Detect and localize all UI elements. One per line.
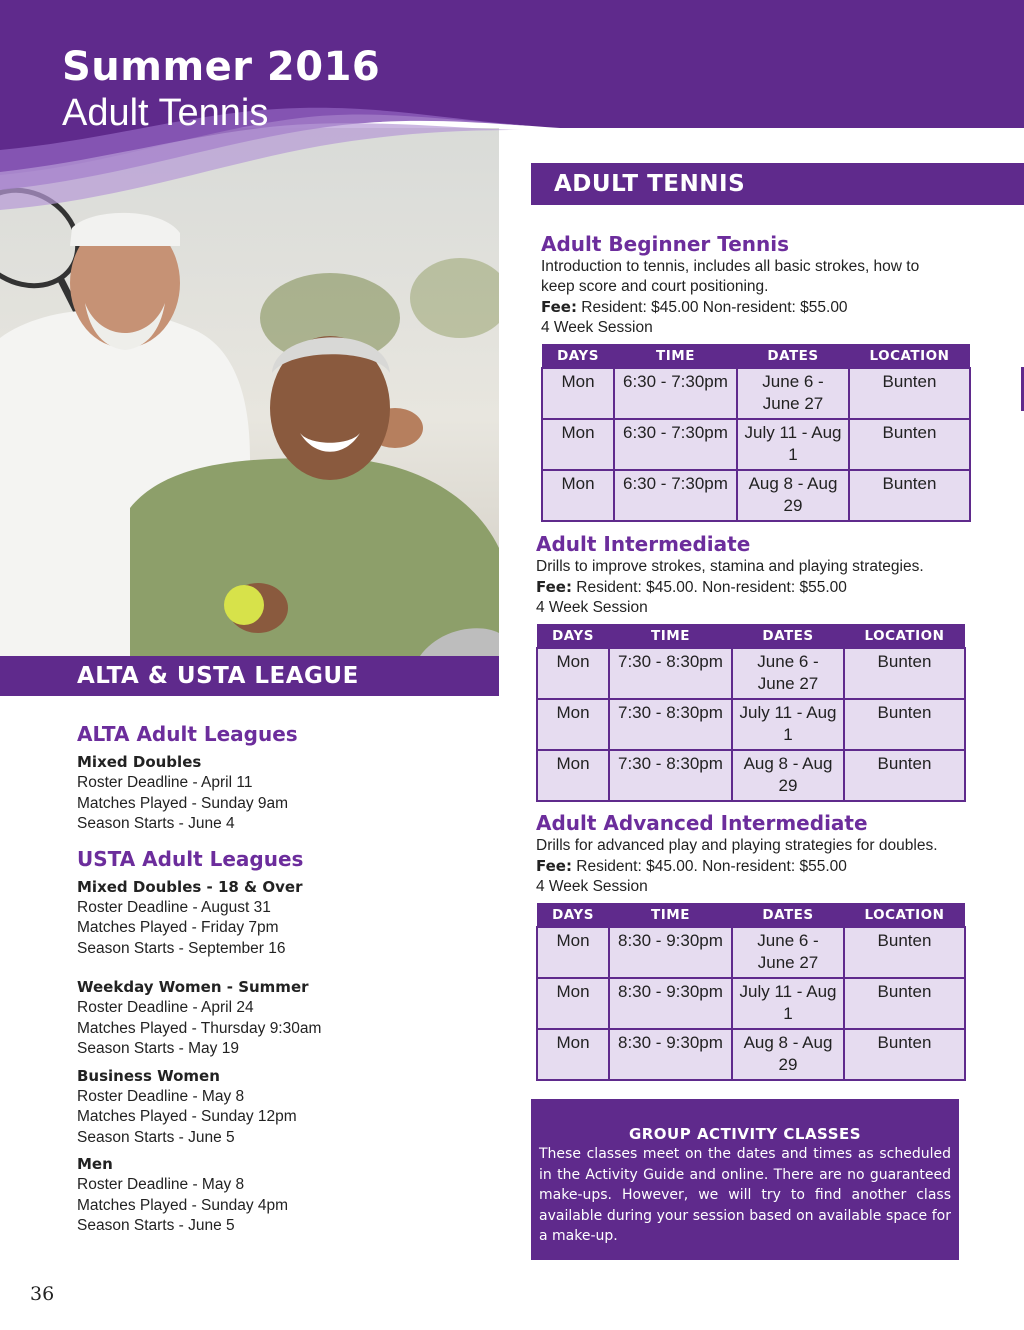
cell-dates: June 6 - June 27 (732, 648, 844, 699)
alta-usta-league-bar: ALTA & USTA LEAGUE (0, 656, 499, 696)
cell-day: Mon (537, 648, 609, 699)
league-group-name: Business Women (77, 1066, 220, 1085)
cell-day: Mon (537, 927, 609, 978)
course-session: 4 Week Session (536, 599, 648, 616)
column-header-dates: DATES (737, 344, 849, 368)
cell-dates: July 11 - Aug 1 (737, 419, 849, 470)
cell-dates: July 11 - Aug 1 (732, 978, 844, 1029)
course-fee (536, 577, 966, 598)
fee-amounts: Resident: $45.00. Non-resident: $55.00 (571, 858, 847, 875)
course-fee (536, 856, 966, 877)
cell-location: Bunten (844, 699, 965, 750)
adult-tennis-bar: ADULT TENNIS (531, 163, 1024, 205)
cell-dates: June 6 - June 27 (732, 927, 844, 978)
league-group (77, 1066, 477, 1149)
table-row (537, 699, 965, 750)
cell-time: 8:30 - 9:30pm (609, 1029, 732, 1080)
cell-location: Bunten (849, 419, 970, 470)
league-line: Roster Deadline - August 31 (77, 898, 271, 916)
course-description: Introduction to tennis, includes all basic strokes, how to keep score and court positioning. (541, 258, 920, 295)
course-title: Adult Beginner Tennis (541, 232, 790, 256)
column-header-dates: DATES (732, 903, 844, 927)
fee-amounts: Resident: $45.00. Non-resident: $55.00 (571, 579, 847, 596)
column-header-days: DAYS (542, 344, 614, 368)
league-group-name: Mixed Doubles (77, 753, 202, 771)
cell-location: Bunten (844, 927, 965, 978)
schedule-table (541, 344, 971, 522)
league-line: Season Starts - June 5 (77, 1128, 235, 1146)
cell-day: Mon (542, 419, 614, 470)
table-header-row (542, 344, 970, 368)
fee-label: Fee: (541, 298, 577, 316)
cell-day: Mon (537, 750, 609, 801)
cell-location: Bunten (844, 978, 965, 1029)
course-title: Adult Intermediate (536, 532, 751, 556)
league-group (77, 877, 477, 960)
table-row (537, 750, 965, 801)
cell-day: Mon (542, 368, 614, 419)
cell-day: Mon (537, 978, 609, 1029)
column-header-location: LOCATION (849, 344, 970, 368)
cell-location: Bunten (849, 368, 970, 419)
league-group-name: Mixed Doubles - 18 & Over (77, 877, 303, 896)
schedule-table (536, 624, 966, 802)
course-fee (541, 297, 971, 318)
usta-heading: USTA Adult Leagues (77, 846, 304, 871)
league-line: Roster Deadline - April 11 (77, 774, 253, 791)
course-description: Drills to improve strokes, stamina and playing strategies. (536, 558, 924, 575)
group-activity-box (531, 1099, 959, 1260)
column-header-location: LOCATION (844, 903, 965, 927)
league-list (77, 722, 477, 1237)
course-session: 4 Week Session (541, 319, 653, 336)
cell-location: Bunten (844, 648, 965, 699)
fee-label: Fee: (536, 578, 572, 596)
page-title: Summer 2016 (62, 44, 381, 90)
league-line: Roster Deadline - April 24 (77, 999, 254, 1016)
league-line: Roster Deadline - May 8 (77, 1087, 245, 1105)
table-row (542, 368, 970, 419)
cell-time: 6:30 - 7:30pm (614, 368, 737, 419)
league-group-name: Weekday Women - Summer (77, 978, 309, 996)
column-header-days: DAYS (537, 624, 609, 648)
cell-time: 6:30 - 7:30pm (614, 419, 737, 470)
course-intermediate (536, 531, 966, 802)
page-number: 36 (30, 1283, 55, 1305)
course-title: Adult Advanced Intermediate (536, 811, 868, 835)
fee-amounts: Resident: $45.00 Non-resident: $55.00 (576, 299, 848, 316)
page-header (0, 0, 1024, 215)
table-row (537, 927, 965, 978)
cell-time: 7:30 - 8:30pm (609, 750, 732, 801)
column-header-location: LOCATION (844, 624, 965, 648)
league-line: Season Starts - May 19 (77, 1040, 239, 1057)
cell-time: 7:30 - 8:30pm (609, 699, 732, 750)
league-line: Matches Played - Friday 7pm (77, 919, 279, 936)
cell-dates: June 6 - June 27 (737, 368, 849, 419)
table-row (542, 419, 970, 470)
cell-time: 8:30 - 9:30pm (609, 927, 732, 978)
league-line: Matches Played - Sunday 9am (77, 794, 289, 812)
group-activity-text: These classes meet on the dates and times as scheduled in the Activity Guide and online. There are no guaranteed make-ups. However, we will try to find another class available during your session based on available space for a make-up. (539, 1146, 951, 1244)
cell-day: Mon (537, 1029, 609, 1080)
column-header-time: TIME (609, 903, 732, 927)
league-line: Roster Deadline - May 8 (77, 1176, 245, 1193)
table-row (537, 1029, 965, 1080)
cell-time: 8:30 - 9:30pm (609, 978, 732, 1029)
table-header-row (537, 624, 965, 648)
table-row (542, 470, 970, 521)
cell-location: Bunten (844, 750, 965, 801)
cell-time: 6:30 - 7:30pm (614, 470, 737, 521)
group-activity-title: GROUP ACTIVITY CLASSES (628, 1125, 862, 1143)
league-line: Season Starts - June 5 (77, 1217, 235, 1234)
cell-location: Bunten (849, 470, 970, 521)
column-header-time: TIME (614, 344, 737, 368)
cell-dates: Aug 8 - Aug 29 (732, 750, 844, 801)
table-header-row (537, 903, 965, 927)
column-header-dates: DATES (732, 624, 844, 648)
cell-location: Bunten (844, 1029, 965, 1080)
league-line: Matches Played - Sunday 4pm (77, 1196, 289, 1214)
league-group (77, 977, 477, 1060)
league-line: Season Starts - June 4 (77, 815, 235, 832)
league-group (77, 1154, 477, 1237)
page-subtitle: Adult Tennis (62, 92, 269, 134)
table-row (537, 978, 965, 1029)
league-group-name: Men (77, 1155, 113, 1173)
cell-day: Mon (542, 470, 614, 521)
league-line: Matches Played - Sunday 12pm (77, 1108, 297, 1125)
league-line: Matches Played - Thursday 9:30am (77, 1019, 322, 1037)
schedule-table (536, 903, 966, 1081)
cell-dates: Aug 8 - Aug 29 (737, 470, 849, 521)
course-description: Drills for advanced play and playing strategies for doubles. (536, 837, 938, 854)
column-header-time: TIME (609, 624, 732, 648)
column-header-days: DAYS (537, 903, 609, 927)
fee-label: Fee: (536, 857, 572, 875)
course-beginner (541, 231, 971, 522)
league-group (77, 752, 477, 835)
league-line: Season Starts - September 16 (77, 939, 286, 957)
table-row (537, 648, 965, 699)
course-session: 4 Week Session (536, 878, 648, 895)
cell-time: 7:30 - 8:30pm (609, 648, 732, 699)
alta-heading: ALTA Adult Leagues (77, 722, 298, 746)
cell-dates: Aug 8 - Aug 29 (732, 1029, 844, 1080)
cell-day: Mon (537, 699, 609, 750)
cell-dates: July 11 - Aug 1 (732, 699, 844, 750)
course-advanced-intermediate (536, 810, 966, 1081)
